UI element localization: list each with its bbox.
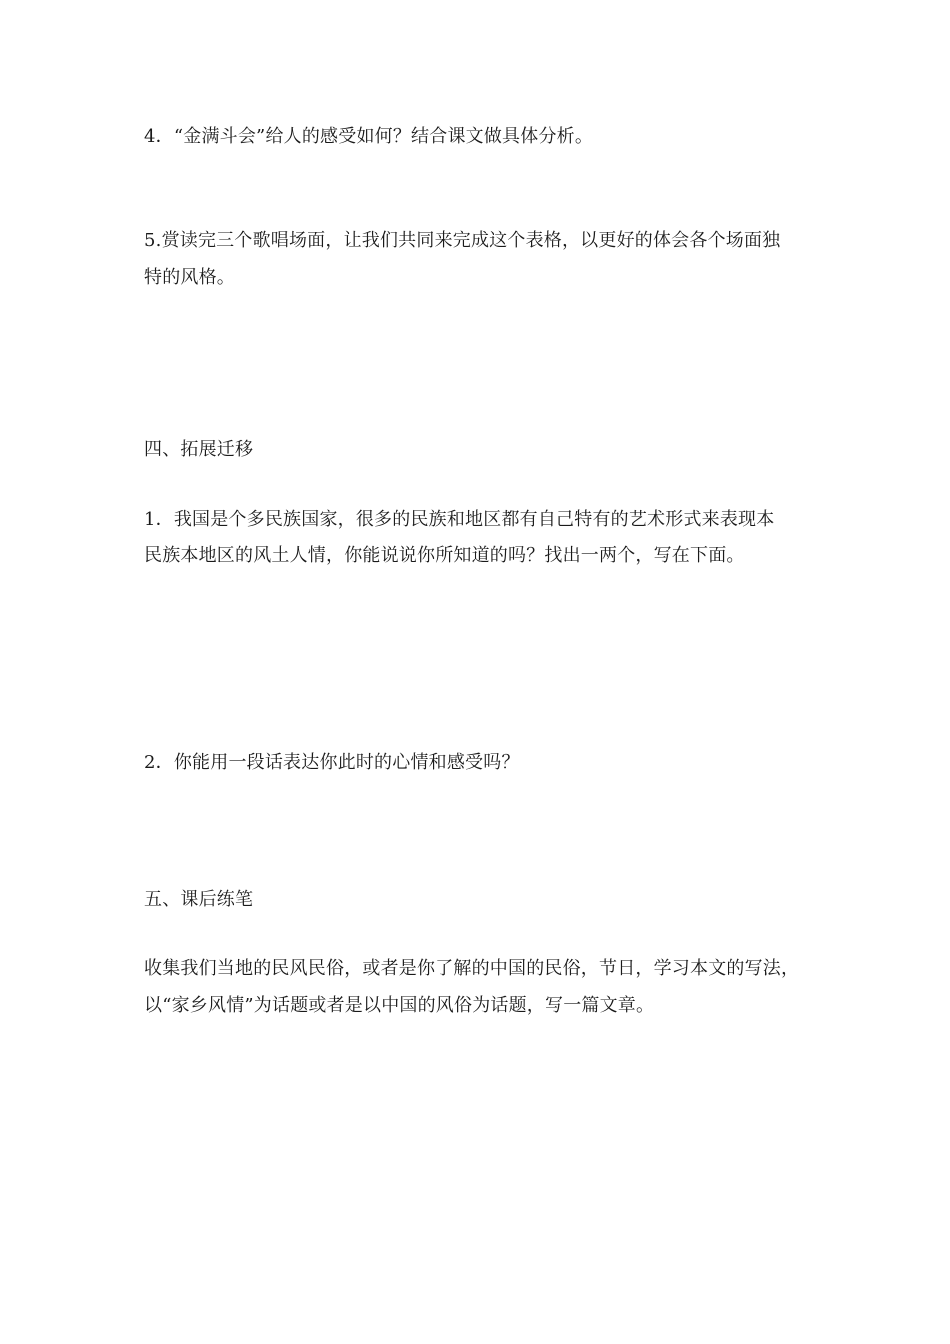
question-5-text-line-1: 5.赏读完三个歌唱场面，让我们共同来完成这个表格，以更好的体会各个场面独 [144,230,781,251]
section-4-question-1-line-1: 1．我国是个多民族国家，很多的民族和地区都有自己特有的艺术形式来表现本 [144,509,775,530]
section-5-text-line-1: 收集我们当地的民风民俗，或者是你了解的中国的民俗，节日，学习本文的写法， [144,958,800,979]
question-4-text: 4．“金满斗会”给人的感受如何？结合课文做具体分析。 [144,126,594,147]
section-4-question-2-text: 2．你能用一段话表达你此时的心情和感受吗？ [144,752,520,773]
question-5-text-line-2: 特的风格。 [144,267,235,288]
section-5-heading: 五、课后练笔 [144,889,254,910]
section-4-heading: 四、拓展迁移 [144,439,254,460]
section-4-question-1-line-2: 民族本地区的风土人情，你能说说你所知道的吗？找出一两个，写在下面。 [144,545,745,566]
section-5-text-line-2: 以“家乡风情”为话题或者是以中国的风俗为话题，写一篇文章。 [144,995,655,1016]
